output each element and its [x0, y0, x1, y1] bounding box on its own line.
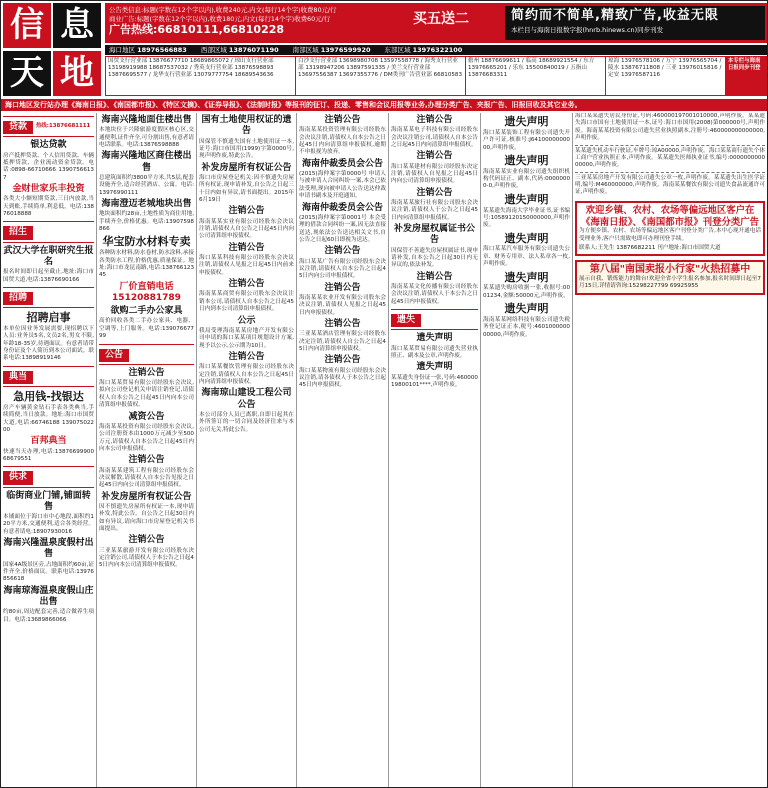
pricing-line: 商业广告:标题(字数在12个字以内),收费180元,内文(每行14个字)收费60元/行 — [109, 14, 331, 23]
section-tag: 招生 — [3, 226, 33, 239]
slogan: 简约而不简单,精致广告,收益无限 — [511, 8, 719, 23]
column-1 — [1, 113, 97, 787]
ad-text: 海口某某贸易有限公司遗失营业执照正、副本及公章,声明作废。 — [391, 345, 478, 359]
ad-title: 注销公告 — [128, 367, 165, 378]
ad-text: 海南某某旅行社有限公司股东会决议注销,请债权人于公告之日起45日内向清算组申报债权。 — [391, 200, 478, 221]
ad-text: (2015)海仲案字第0000号 申请人与被申请人合同纠纷一案,本会已依法受理,现向被申请人公告送达仲裁申请书副本及开庭通知。 — [299, 171, 386, 200]
ad-title: 补发房屋所有权证公告 — [101, 491, 192, 502]
section-tag: 公告 — [99, 349, 129, 362]
ad-text: 地块面积约28亩,土地性质为商住用地,手续齐全,价格优惠。电话:13907598866 — [99, 211, 194, 232]
ad-title: 海南兴隆温泉度假村出售 — [3, 538, 94, 560]
ad-title: 海南兴隆地面住楼出售 — [101, 115, 192, 125]
ad-title: 海南仲裁委员会公告 — [301, 158, 383, 169]
ad-text: 某某遗失海南大学毕业证书,证书编号:10589120150000000,声明作废。 — [483, 207, 570, 229]
ad-text: 房产抵押贷款、个人信用贷款、车辆抵押贷款、企业流动资金贷款。电话:0898-66710666 13907566137 — [3, 152, 94, 181]
section-header — [391, 309, 478, 330]
masthead — [1, 1, 768, 99]
recruit-title: 第八届"南国卖报小行家"火热招募中 — [589, 263, 751, 275]
ad-text: 海南某某网络科技有限公司遗失税务登记证正本,税号:460100000000000,声明作废。 — [483, 316, 570, 338]
ad-text: 国家4A级景区旁,占地面积约60亩,证件齐全,价格面议。联系电话:13976856618 — [3, 561, 94, 583]
region-bar — [105, 45, 767, 55]
ad-title: 海南兴隆地区商住楼出售 — [101, 151, 192, 173]
ad-text: 海南某某实业有限公司遗失组织机构代码证正、副本,代码:00000000-0,声明作废。 — [483, 168, 570, 190]
ad-text: 海南某某农业开发有限公司股东会决议注销,请债权人见报之日起45日内申报债权。 — [299, 294, 386, 316]
ad-title: 华宝防水材料专卖 — [102, 235, 191, 249]
ad-text: 海口某某遗失居民身份证,号码:460000197001010000,声明作废。某某遗失海口市国有土地使用证一本,证号:海口市国用(2008)第000000号,声明作废。海南某某投资有限公司遗失营业执照副本,注册号:460000000000000,声明作废。 — [575, 113, 765, 142]
section-tag: 典当 — [3, 371, 33, 384]
ad-title: 补发房屋权属证书公告 — [393, 224, 475, 246]
ad-text: 海口某某科技有限公司经股东会决议注销,请债权人见报之日起45日内前来申报债权。 — [199, 255, 294, 276]
section-tag: 供求 — [3, 471, 33, 484]
ad-text: 海南某某建筑工程有限公司经股东会决议解散,请债权人自本公告见报之日起45日内向公司清算组申报债权。 — [99, 467, 194, 489]
ad-text: 海南某某投资有限公司经股东会决议,公司注册资本由1000万元减少至500万元,请债权人自本公告之日起45日内向本公司申报债权。 — [99, 423, 194, 452]
recruit-text: 展示自我、锻炼能力的舞台!欢迎全省小学生报名参加,报名时间即日起至7月15日,详情请咨询:15298227799 69925955 — [579, 275, 761, 290]
ad-text: 海口某某广告有限公司经股东会决议注销,请债权人自本公告之日起45日内向公司申报债权。 — [299, 258, 386, 280]
branch-col: 琼海 13976578106 / 万宁 13976565704 / 陵水 13876711808 / 三亚 13976015816 / 定安 13976587116 — [606, 57, 726, 95]
ad-text: 海南某某投资管理有限公司经股东会决议注销,请债权人自本公告之日起45日内向清算组申报债权,逾期不申报视为放弃。 — [299, 127, 386, 156]
ad-text: 各种防水材料,防水卷材,防水涂料,承接各类防水工程,价格优惠,质量保证。地址:海口市龙昆南路,电话:13876612345 — [99, 250, 194, 279]
ad-text: 海口某某建材有限公司经股东决定注销,请债权人自见报之日起45日内向公司清算组申报债权。 — [391, 163, 478, 185]
hotline-number: 66810111,66810228 — [157, 23, 285, 37]
ad-text: 本单位因业务发展需要,现招聘以下人员:业务员5名,文员2名,男女不限,年龄18-35岁,待遇面议。有意者请带身份证及个人简历到本公司面试。联系电话:13898919146 — [3, 325, 94, 362]
ad-text: 海口某某餐饮管理有限公司经股东决定注销,请债权人自本公告之日起45日内向清算组申报债权。 — [199, 364, 294, 385]
ad-text: 房产车辆黄金钻石手表各类典当,手续简便,当日放款。地址:海口市国贸大道,电话:66746188 13907502200 — [3, 404, 94, 433]
promo-contact: 联系人:王先生 13876682211 刊户地址:海口市国贸大道 — [579, 245, 721, 251]
ad-title: 急用钱-找银达 — [13, 390, 84, 403]
region-item: 东部区域 13976322100 — [384, 45, 463, 54]
hotline — [109, 23, 409, 38]
ad-title: 注销公告 — [228, 351, 265, 362]
ad-title: 注销公告 — [324, 319, 361, 329]
ad-text: 快速当天办理,电话:13876699900 68679551 — [3, 448, 94, 462]
branch-col: 白沙支行营业部 13698980708 13597558778 / 海秀支行营业部 13198947206 13897591335 / 美兰支行营业部 13697556387 13697355776 / DM类刊广告营业部 66810583 — [296, 57, 466, 95]
ad-title: 海南琼海温泉度假山庄出售 — [3, 585, 94, 607]
ad-text: 本铺面位于海口市中心地段,面积约120平方米,交通便利,适合各类经营。有意者请电:18907930016 — [3, 514, 94, 535]
buy-promo: 买五送二 — [413, 11, 469, 27]
ad-text: 海口市房屋登记机关:因不慎遗失房屋所有权证,现申请补发,自公告之日起三十日内如有异议,请书面提出。2015年6月19日 — [199, 174, 294, 203]
ad-text: 各类大小额短期贷款,三日内放款,当天到账,手续简单,利息低。电话:13876018888 — [3, 196, 94, 217]
ad-text: 海口某某汽车服务有限公司遗失公章、财务专用章、法人私章各一枚,声明作废。 — [483, 246, 570, 268]
column-7 — [573, 113, 767, 787]
ad-text: 海南某某实业有限公司经股东会决议注销,请债权人自公告之日起45日内向公司清算组申报债权。 — [199, 218, 294, 240]
ad-text: 我局受理海南某某房地产开发有限公司申请的海口某某项目规划设计方案,现予以公示,公示期为10日。 — [199, 327, 294, 349]
hotline-label: 广告热线: — [109, 23, 158, 37]
ad-title: 遗失声明 — [504, 115, 549, 128]
section-header: 贷款 热线:13876681111 — [3, 116, 94, 137]
promo-title: 欢迎乡镇、农村、农场等偏远地区客户在《海南日报》、《南国都市报》刊登分类广告 — [580, 204, 760, 228]
ad-title: 武汉大学在职研究生报名 — [3, 245, 94, 267]
section-header — [3, 466, 94, 487]
ad-title: 注销公告 — [324, 282, 361, 293]
ad-text: 海南某某文化传播有限公司经股东会决议注销,请债权人于本公告之日起45日内申报债权。 — [391, 284, 478, 305]
ad-title: 遗失声明 — [504, 270, 549, 284]
ad-title: 百邦典当 — [30, 436, 67, 447]
ad-text: 三亚某某房地产开发有限公司遗失公章一枚,声明作废。某某遗失出生医学证明,编号:M460000000,声明作废。海南某某餐饮有限公司遗失食品流通许可证,声明作废。 — [575, 174, 765, 196]
column-6 — [481, 113, 573, 787]
logo — [3, 3, 103, 97]
ad-title: 国有土地使用权证的遗告 — [201, 115, 292, 137]
ad-title: 注销公告 — [228, 206, 265, 217]
ad-title: 公示 — [237, 315, 256, 326]
ad-text: 海口某某物流有限公司经股东会决议注销,请各债权人于本公告之日起45日内申报债权。 — [299, 367, 386, 389]
column-3 — [197, 113, 297, 787]
recruit-box — [575, 260, 765, 295]
ad-text: 本地块位于兴隆旅游度假区核心区,交通便利,证件齐全,可分割出售,有意者请电话联系。电话:13876598888 — [99, 127, 194, 148]
header-bar — [105, 3, 767, 43]
column-4 — [297, 113, 389, 787]
ad-text: 三亚某某酒店管理有限公司经股东决定注销,请债权人自公告之日起45日内向清算组申报债权。 — [299, 331, 386, 352]
ad-title: 临街商业门铺,铺面转售 — [6, 490, 91, 512]
section-tag: 贷款 — [3, 121, 33, 134]
ad-title: 海南仲裁委员会公告 — [301, 202, 383, 213]
ad-text: 本公司部分人员已离职,自即日起其在外所签订的一切合同及经济往来与本公司无关,特此公告。 — [199, 411, 294, 433]
branch-note: 本专栏与海南日报同步刊登 — [726, 57, 766, 95]
slogan-box — [505, 6, 765, 40]
ad-title: 注销公告 — [228, 279, 265, 290]
promo-text: 为方便乡镇、农村、农场等偏远地区客户刊登分类广告,本中心现开通电话受理业务,客户只需致电即可办理刊登手续。 — [579, 228, 761, 242]
ad-text: 某某遗失身份证一张,号码:46000019800101****,声明作废。 — [391, 374, 478, 388]
branch-col: 国贸支行营业部 13876677710 18689865072 / 琼山支行营业部 13198919988 18687537032 / 秀英支行营业部 13876598893 13876695577 / 龙华支行营业部 13079777754 18689543636 — [106, 57, 296, 95]
pricing-info — [109, 6, 409, 38]
ad-title: 厂价直销电话15120881789 — [112, 281, 181, 303]
ad-title: 遗失声明 — [504, 192, 549, 206]
ad-title: 注销公告 — [416, 271, 453, 282]
logo-char: 地 — [53, 51, 101, 96]
section-header — [3, 366, 94, 387]
ad-text: 约80亩,周边配套完善,适合做养生项目。电话:13689866066 — [3, 609, 94, 623]
ad-text: (2015)海仲案字第0001号 本会受理的借款合同纠纷一案,因无法直接送达,现依法公告送达相关文书,自公告之日起60日即视为送达。 — [299, 214, 386, 243]
ad-title: 银达贷款 — [30, 140, 67, 151]
branch-table — [105, 56, 767, 96]
logo-char: 信 — [3, 3, 51, 48]
section-header — [3, 221, 94, 242]
ad-title: 注销公告 — [128, 455, 165, 466]
ad-title: 海南琼山建设工程公司公告 — [201, 388, 292, 410]
section-tag: 遗失 — [391, 314, 421, 327]
ad-title: 注销公告 — [324, 246, 361, 257]
logo-char: 息 — [53, 3, 101, 48]
ad-title: 注销公告 — [324, 355, 361, 366]
ad-title: 遗失声明 — [416, 362, 453, 373]
section-header — [99, 344, 194, 365]
ad-text: 报名时间即日起至截止,地址:海口市国贸大道,电话:13876690166 — [3, 269, 94, 283]
ad-text: 高价回收各类二手办公家具、电器、空调等,上门服务。电话:13907667799 — [99, 318, 194, 340]
ad-title: 遗失声明 — [504, 153, 549, 167]
ad-text: 某某遗失机动车行驶证,车牌号:琼A00000,声明作废。海口某某商行遗失个体工商户营业执照正本,声明作废。某某遗失医师执业证书,编号:000000000000000,声明作废。 — [575, 147, 765, 169]
logo-char: 天 — [3, 51, 51, 96]
ad-title: 欲购二手办公家具 — [110, 306, 183, 317]
site-note: 本栏目与海南日报数字报(hnrb.hinews.cn)同步刊发 — [511, 26, 664, 35]
ad-title: 补发房屋所有权证公告 — [201, 162, 292, 173]
ad-title: 注销公告 — [228, 242, 265, 253]
ad-text: 某某遗失购房收据一张,收据号:0001234,金额:50000元,声明作废。 — [483, 285, 570, 299]
ad-title: 减资公告 — [128, 411, 165, 422]
pricing-line: 公告类信息:标题(字数在12个字以内),收费240元,内文(每行14个字)收费80元/行 — [109, 6, 337, 14]
ad-text: 因保管不慎遗失国有土地使用证一本,证号:海口市国用(1999)字第0000号,现声明作废,特此公告。 — [199, 138, 294, 160]
ad-text: 海南某某商贸有限公司股东会决议注销本公司,请债权人自本公告之日起45日内到本公司清算组申报债权。 — [199, 291, 294, 313]
ad-text: 海口某某贸易有限公司经股东会决议,拟向公司登记机关申请注销登记,请债权人自本公告之日起45日内向本公司清算组申报债权。 — [99, 380, 194, 409]
divider — [575, 145, 765, 146]
branch-col: 儋州 18876699611 / 临高 18689921554 / 东方 13976665201 / 乐东 15500840019 / 五指山 13876683311 — [466, 57, 606, 95]
ad-text: 海南某某电子科技有限公司经股东会决议注销公司,请债权人自本公告之日起45日内向清算组申报债权。 — [391, 127, 478, 148]
ad-text: 因不慎遗失房屋所有权证一本,现申请补发,特此公告。自公告之日起30日内如有异议,请向海口市房屋登记机关书面提出。 — [99, 503, 194, 532]
promo-box — [575, 201, 765, 256]
ad-text: 海口某某装饰工程有限公司遗失开户许可证,核准号:J6410000000000,声明作废。 — [483, 129, 570, 151]
column-5 — [389, 113, 481, 787]
ad-title: 遗失声明 — [504, 302, 549, 315]
ad-title: 注销公告 — [416, 115, 453, 125]
ad-text: 总建筑面积约3800平方米,共5层,配套设施齐全,适合经营酒店、公寓。电话:13976990111 — [99, 174, 194, 196]
ad-title: 注销公告 — [324, 115, 361, 125]
service-banner: 海口地区发行站办理《海南日报》、《南国都市报》、《特区文摘》、《证券导报》、《法制时报》等报刊的征订、投递、零售和会议用报等业务,办理分类广告、夹报广告、旧报回收及其它业务。 — [1, 99, 768, 111]
ad-title: 注销公告 — [128, 535, 165, 546]
ad-text: 三亚某某旅游开发有限公司经股东决定注销公司,请债权人于本公告之日起45日内向本公司清算组申报债权。 — [99, 547, 194, 569]
ad-text: 因保管不善遗失房屋权属证书,现申请补发,自本公告之日起30日内无异议的,依法补发。 — [391, 247, 478, 269]
ad-title: 注销公告 — [416, 151, 453, 162]
region-item: 南部区域 13976599920 — [292, 45, 371, 54]
ad-title: 遗失声明 — [504, 231, 549, 245]
section-header — [3, 287, 94, 308]
ad-title: 遗失声明 — [416, 333, 453, 344]
ad-title: 金财世家乐丰投资 — [12, 184, 85, 194]
column-2 — [97, 113, 197, 787]
section-tag: 招聘 — [3, 292, 33, 305]
divider — [575, 172, 765, 173]
ad-title: 注销公告 — [416, 187, 453, 198]
ad-title: 海南澄迈老城地块出售 — [101, 199, 192, 209]
region-item: 海口地区 18976566883 — [109, 45, 187, 54]
region-item: 西部区域 13876071190 — [200, 45, 279, 54]
ad-title: 招聘启事 — [26, 311, 71, 325]
